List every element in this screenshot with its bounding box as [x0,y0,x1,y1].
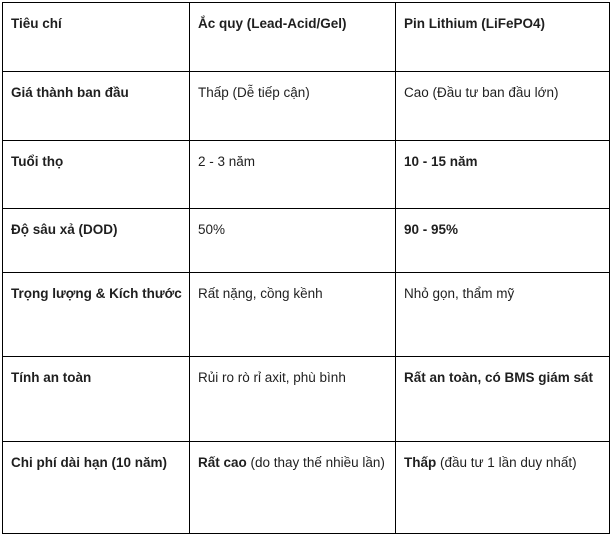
lithium-emphasis: Thấp [404,455,437,470]
lithium-cell: Rất an toàn, có BMS giám sát [396,357,610,442]
criterion-cell: Chi phí dài hạn (10 năm) [3,442,190,534]
header-lead-acid: Ắc quy (Lead-Acid/Gel) [190,3,396,72]
lithium-cell: Cao (Đầu tư ban đầu lớn) [396,72,610,141]
lithium-detail: (đầu tư 1 lần duy nhất) [436,455,577,470]
criterion-cell: Trọng lượng & Kích thước [3,273,190,357]
table-row [3,357,610,442]
criterion-cell: Độ sâu xả (DOD) [3,209,190,273]
table-row [3,442,610,534]
table-row [3,209,610,273]
lithium-cell: Nhỏ gọn, thẩm mỹ [396,273,610,357]
lead-acid-cell: 2 - 3 năm [190,141,396,209]
lead-acid-cell: Rủi ro rò rỉ axit, phù bình [190,357,396,442]
table-header-row [3,3,610,72]
header-lithium: Pin Lithium (LiFePO4) [396,3,610,72]
lead-acid-cell: Thấp (Dễ tiếp cận) [190,72,396,141]
criterion-cell: Giá thành ban đầu [3,72,190,141]
table-row [3,72,610,141]
lithium-cell: 90 - 95% [396,209,610,273]
lead-acid-detail: (do thay thế nhiều lần) [246,455,385,470]
lead-acid-emphasis: Rất cao [198,455,247,470]
table-row [3,141,610,209]
table-row [3,273,610,357]
lithium-cell [396,442,610,534]
lead-acid-cell: 50% [190,209,396,273]
criterion-cell: Tính an toàn [3,357,190,442]
lithium-cell: 10 - 15 năm [396,141,610,209]
criterion-cell: Tuổi thọ [3,141,190,209]
lead-acid-cell [190,442,396,534]
lead-acid-cell: Rất nặng, cồng kềnh [190,273,396,357]
battery-comparison-table [2,2,610,534]
header-criterion: Tiêu chí [3,3,190,72]
